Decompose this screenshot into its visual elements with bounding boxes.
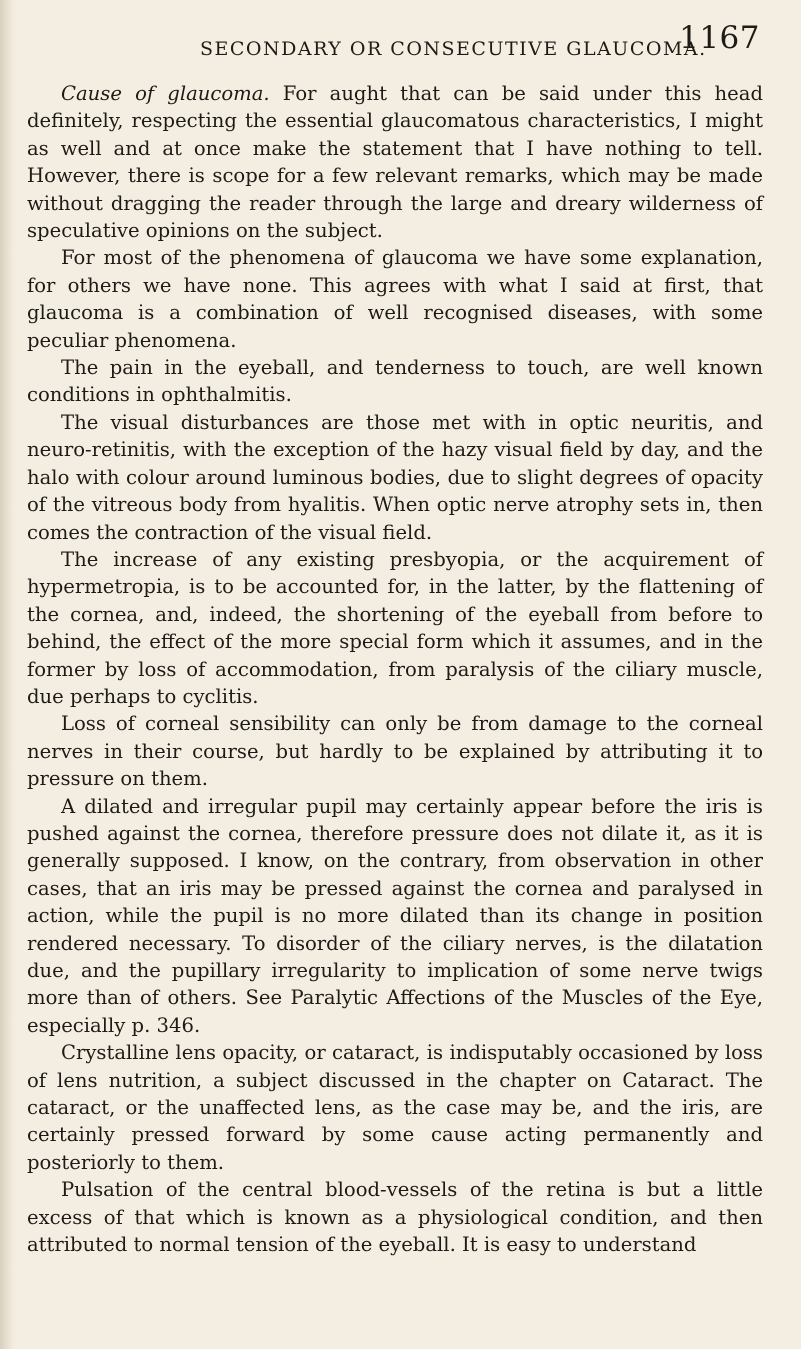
paragraph: A dilated and irregular pupil may certainly appear before the iris is pushed against the cornea, therefore pressure does not dilate it, as it is generally supposed. I know, on the contrary, from observation in other cases, that an iris may be pressed against the cornea and paralysed in action, while the pupil is no more dilated than its change in position rendered necessary. To disorder of the ciliary nerves, is the dilatation due, and the pupillary irregularity to implication of some nerve twigs more than of others. See Paralytic Affections of the Muscles of the Eye, especially p. 346. [27, 794, 763, 1037]
paragraph-text: For aught that can be said under this head definitely, respecting the essential glaucomatous characteristics, I might as well and at once make the statement that I have nothing to tell. However, there is scope for a few relevant remarks, which may be made without dragging the reader through the large and dreary wilderness of speculative opinions on the subject. [27, 82, 763, 243]
paragraph: Crystalline lens opacity, or cataract, is indisputably occasioned by loss of lens nutrition, a subject discussed in the chapter on Cataract. The cataract, or the unaffected lens, as the case may be, and the iris, are certainly pressed forward by some cause acting permanently and posteriorly to them. [27, 1041, 763, 1174]
page-number: 1167 [679, 20, 760, 56]
paragraph: The pain in the eyeball, and tenderness to touch, are well known conditions in ophthalmitis. [27, 356, 763, 407]
paragraph: Loss of corneal sensibility can only be from damage to the corneal nerves in their course, but hardly to be explained by attributing it to pressure on them. [27, 712, 763, 791]
page-header [200, 20, 760, 64]
paragraph: Pulsation of the central blood-vessels of the retina is but a little excess of that which is known as a physiological condition, and then attributed to normal tension of the eyeball. It is easy to understand [27, 1178, 763, 1257]
paragraph: The visual disturbances are those met with in optic neuritis, and neuro-retinitis, with the exception of the hazy visual field by day, and the halo with colour around luminous bodies, due to slight degrees of opacity of the vitreous body from hyalitis. When optic nerve atrophy sets in, then comes the contraction of the visual field. [27, 410, 763, 544]
body-text [27, 80, 763, 1258]
running-head: SECONDARY OR CONSECUTIVE GLAUCOMA. [200, 38, 707, 60]
paragraph: The increase of any existing presbyopia, or the acquirement of hypermetropia, is to be accounted for, in the latter, by the flattening of the cornea, and, indeed, the shortening of the eyeball from before to behind, the effect of the more special form which it assumes, and in the former by loss of accommodation, from paralysis of the ciliary muscle, due perhaps to cyclitis. [27, 547, 763, 708]
paragraph-cause-of-glaucoma [27, 80, 763, 244]
paragraph: For most of the phenomena of glaucoma we have some explanation, for others we have none. This agrees with what I said at first, that glaucoma is a combination of well recognised diseases, with some peculiar phenomena. [27, 246, 763, 352]
section-heading: Cause of glaucoma. [61, 82, 270, 105]
binding-shadow [0, 0, 14, 1349]
